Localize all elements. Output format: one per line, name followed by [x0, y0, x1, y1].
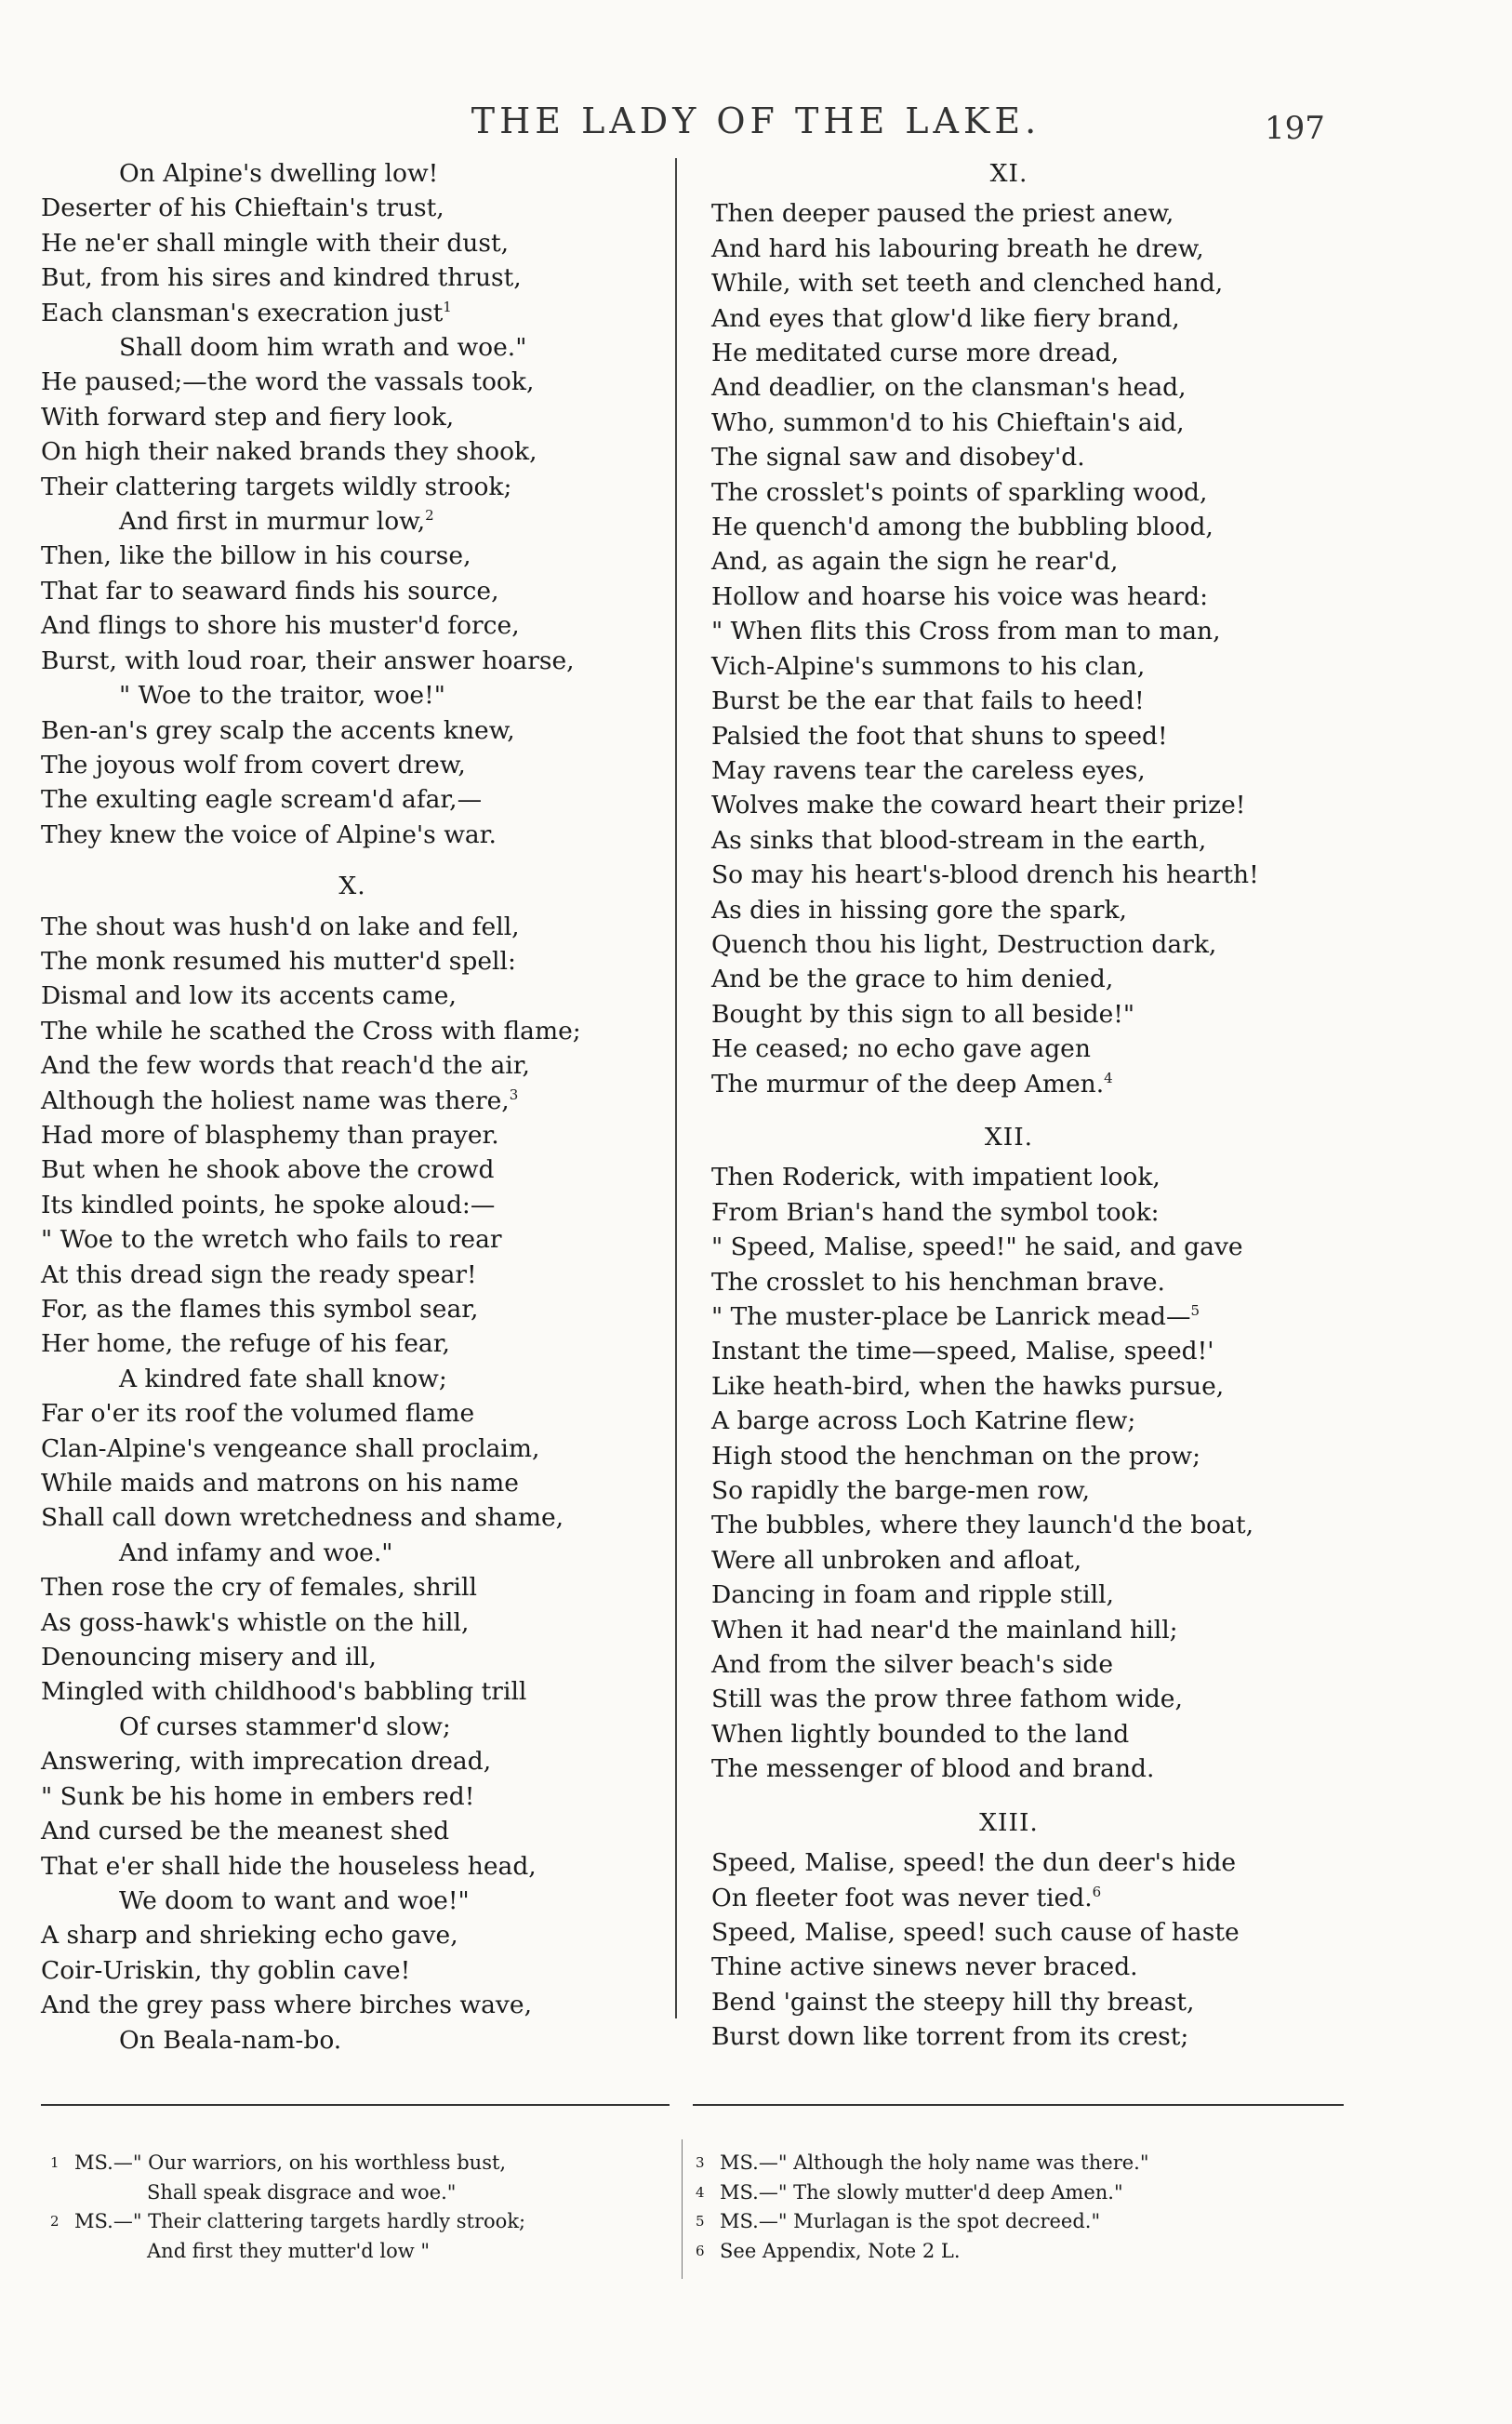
verse-line: And eyes that glow'd like fiery brand,: [711, 303, 1180, 333]
verse-line: So may his heart's-blood drench his hearth!: [711, 860, 1259, 890]
page-number: 197: [1265, 110, 1325, 147]
verse-line: And from the silver beach's side: [711, 1650, 1114, 1680]
verse-line: And hard his labouring breath he drew,: [711, 233, 1204, 263]
verse-line: A barge across Loch Katrine flew;: [711, 1406, 1136, 1436]
verse-line: Burst down like torrent from its crest;: [711, 2022, 1189, 2052]
verse-line: While maids and matrons on his name: [41, 1469, 519, 1498]
verse-line: For, as the flames this symbol sear,: [41, 1295, 479, 1324]
verse-line: But, from his sires and kindred thrust,: [41, 263, 522, 293]
section-heading-xiii: XIII.: [979, 1807, 1039, 1837]
footnote-mark: 3: [696, 2154, 705, 2171]
footnote-mark: 5: [696, 2213, 705, 2230]
verse-line: When it had near'd the mainland hill;: [711, 1615, 1178, 1645]
footnote-line: 4 MS.—" The slowly mutter'd deep Amen.": [696, 2178, 1291, 2208]
verse-line: The joyous wolf from covert drew,: [41, 750, 466, 779]
verse-line: Thine active sinews never braced.: [711, 1952, 1138, 1982]
verse-line: Bend 'gainst the steepy hill thy breast,: [711, 1987, 1195, 2017]
right-column: [711, 156, 1306, 2055]
verse-line: Although the holiest name was there,$^3$: [41, 1085, 519, 1115]
verse-line: And the grey pass where birches wave,: [41, 1991, 532, 2020]
verse-line: The shout was hush'd on lake and fell,: [41, 912, 520, 941]
section-heading-x: X.: [338, 872, 366, 901]
footnote-reference: 1: [443, 298, 452, 315]
verse-line: And the few words that reach'd the air,: [41, 1051, 530, 1081]
verse-line: Were all unbroken and afloat,: [711, 1545, 1082, 1575]
footnote-mark: 6: [696, 2242, 705, 2259]
verse-line: Speed, Malise, speed! such cause of haste: [711, 1917, 1240, 1947]
verse-line: " Sunk be his home in embers red!: [41, 1781, 475, 1811]
verse-line: Who, summon'd to his Chieftain's aid,: [711, 407, 1185, 437]
verse-line: He ne'er shall mingle with their dust,: [41, 228, 510, 258]
verse-line: The signal saw and disobey'd.: [711, 443, 1085, 473]
verse-line: Like heath-bird, when the hawks pursue,: [711, 1371, 1225, 1401]
footnote-line: And first they mutter'd low ": [147, 2239, 431, 2262]
verse-line: Had more of blasphemy than prayer.: [41, 1120, 499, 1150]
verse-line: Clan-Alpine's vengeance shall proclaim,: [41, 1433, 540, 1463]
column-divider: [675, 158, 677, 2018]
verse-line: Speed, Malise, speed! the dun deer's hide: [711, 1848, 1237, 1878]
verse-line: And first in murmur low,$^2$: [119, 507, 434, 537]
verse-line: Denouncing misery and ill,: [41, 1643, 377, 1672]
verse-line: " Speed, Malise, speed!" he said, and gave: [711, 1232, 1243, 1262]
verse-line: Her home, the refuge of his fear,: [41, 1329, 450, 1359]
verse-line: And be the grace to him denied,: [711, 965, 1114, 994]
verse-line: As sinks that blood-stream in the earth,: [711, 825, 1207, 855]
verse-line: Then rose the cry of females, shrill: [41, 1573, 477, 1603]
verse-line: That e'er shall hide the houseless head,: [41, 1851, 537, 1881]
verse-line: They knew the voice of Alpine's war.: [41, 819, 497, 849]
verse-line: Wolves make the coward heart their prize!: [711, 791, 1246, 820]
verse-line: But when he shook above the crowd: [41, 1155, 495, 1185]
verse-line: From Brian's hand the symbol took:: [711, 1197, 1160, 1227]
verse-line: At this dread sign the ready spear!: [41, 1259, 477, 1289]
stanza-xii: [711, 1160, 1306, 1786]
verse-line: Of curses stammer'd slow;: [119, 1711, 451, 1741]
verse-line: Burst be the ear that fails to heed!: [711, 686, 1145, 716]
footnote-line: 2 MS.—" Their clattering targets hardly strook;: [50, 2207, 627, 2237]
verse-line: Ben-an's grey scalp the accents knew,: [41, 715, 515, 745]
verse-line: A kindred fate shall know;: [119, 1364, 447, 1393]
verse-line: He paused;—the word the vassals took,: [41, 367, 535, 397]
verse-line: " Woe to the wretch who fails to rear: [41, 1225, 502, 1255]
verse-line: And cursed be the meanest shed: [41, 1817, 450, 1846]
footnote-reference: 5: [1190, 1302, 1200, 1320]
verse-line: Dismal and low its accents came,: [41, 981, 457, 1011]
verse-line: High stood the henchman on the prow;: [711, 1441, 1201, 1471]
verse-line: On high their naked brands they shook,: [41, 437, 537, 467]
verse-line: Instant the time—speed, Malise, speed!': [711, 1337, 1214, 1366]
verse-line: Its kindled points, he spoke aloud:—: [41, 1190, 496, 1219]
verse-line: Quench thou his light, Destruction dark,: [711, 929, 1217, 959]
verse-line: We doom to want and woe!": [119, 1885, 470, 1915]
verse-line: On Alpine's dwelling low!: [119, 159, 439, 188]
verse-line: The monk resumed his mutter'd spell:: [41, 946, 516, 976]
footnote-rule-right: [693, 2104, 1344, 2106]
left-column: [41, 156, 664, 2058]
verse-line: He quench'd among the bubbling blood,: [711, 513, 1214, 542]
section-heading-xii: XII.: [984, 1122, 1034, 1152]
verse-line: The crosslet to his henchman brave.: [711, 1267, 1165, 1297]
verse-line: Their clattering targets wildly strook;: [41, 472, 512, 501]
stanza-xiii: [711, 1845, 1306, 2054]
verse-line: The bubbles, where they launch'd the boat,: [711, 1511, 1254, 1540]
verse-line: And, as again the sign he rear'd,: [711, 547, 1119, 577]
verse-line: And deadlier, on the clansman's head,: [711, 373, 1187, 403]
verse-line: Shall doom him wrath and woe.": [119, 333, 527, 363]
verse-line: The exulting eagle scream'd afar,—: [41, 785, 483, 815]
verse-line: " Woe to the traitor, woe!": [119, 681, 445, 711]
running-head-title: THE LADY OF THE LAKE.: [471, 100, 1041, 141]
footnote-reference: 6: [1092, 1883, 1102, 1900]
footnote-mark: 4: [696, 2183, 705, 2201]
footnote-line: Shall speak disgrace and woe.": [147, 2180, 457, 2204]
verse-line: That far to seaward finds his source,: [41, 576, 499, 606]
footnote-reference: 3: [509, 1085, 519, 1103]
verse-line: Mingled with childhood's babbling trill: [41, 1677, 527, 1707]
footnote-reference: 4: [1104, 1069, 1113, 1086]
footnote-mark: 1: [50, 2154, 60, 2171]
footnote-reference: 2: [425, 507, 434, 525]
verse-line: Answering, with imprecation dread,: [41, 1747, 492, 1777]
verse-line: Shall call down wretchedness and shame,: [41, 1503, 564, 1533]
verse-line: When lightly bounded to the land: [711, 1719, 1130, 1749]
verse-line: Vich-Alpine's summons to his clan,: [711, 651, 1146, 681]
verse-line: And infamy and woe.": [119, 1538, 393, 1567]
footnotes-left: [50, 2149, 627, 2266]
verse-line: As dies in hissing gore the spark,: [711, 895, 1127, 925]
stanza-xi: [711, 196, 1306, 1101]
verse-line: " When flits this Cross from man to man,: [711, 617, 1221, 646]
verse-line: The murmur of the deep Amen.$^4$: [711, 1069, 1113, 1099]
stanza-x: [41, 910, 664, 2058]
verse-line: Hollow and hoarse his voice was heard:: [711, 581, 1209, 611]
footnote-line: 3 MS.—" Although the holy name was there.": [696, 2149, 1291, 2178]
verse-line: As goss-hawk's whistle on the hill,: [41, 1607, 470, 1637]
verse-line: Far o'er its roof the volumed flame: [41, 1399, 475, 1429]
footnote-line: 5 MS.—" Murlagan is the spot decreed.": [696, 2207, 1291, 2237]
footnote-rule-left: [41, 2104, 670, 2106]
verse-line: Deserter of his Chieftain's trust,: [41, 193, 444, 223]
verse-line: The while he scathed the Cross with flame;: [41, 1016, 581, 1046]
verse-line: Then, like the billow in his course,: [41, 541, 471, 571]
footnote-mark: 2: [50, 2213, 60, 2230]
verse-line: Bought by this sign to all beside!": [711, 999, 1135, 1029]
verse-line: And flings to shore his muster'd force,: [41, 611, 520, 641]
verse-line: " The muster-place be Lanrick mead—$^5$: [711, 1302, 1200, 1331]
verse-line: Palsied the foot that shuns to speed!: [711, 721, 1168, 751]
verse-line: Still was the prow three fathom wide,: [711, 1685, 1183, 1714]
verse-line: While, with set teeth and clenched hand,: [711, 269, 1224, 299]
footnote-line: 6 See Appendix, Note 2 L.: [696, 2237, 1291, 2267]
verse-line: With forward step and fiery look,: [41, 402, 455, 432]
footnote-line: 1 MS.—" Our warriors, on his worthless bust,: [50, 2149, 627, 2178]
section-heading-xi: XI.: [989, 159, 1028, 188]
verse-line: He meditated curse more dread,: [711, 339, 1120, 368]
footnote-divider: [682, 2139, 683, 2279]
verse-line: Then deeper paused the priest anew,: [711, 199, 1174, 229]
footnotes-right: [696, 2149, 1291, 2266]
verse-line: The crosslet's points of sparkling wood,: [711, 477, 1208, 507]
verse-line: Burst, with loud roar, their answer hoarse,: [41, 646, 575, 675]
verse-line: Dancing in foam and ripple still,: [711, 1580, 1114, 1610]
verse-line: May ravens tear the careless eyes,: [711, 755, 1146, 785]
verse-line: So rapidly the barge-men row,: [711, 1476, 1091, 1506]
verse-line: A sharp and shrieking echo gave,: [41, 1921, 458, 1951]
verse-line: He ceased; no echo gave agen: [711, 1034, 1091, 1064]
verse-line: On Beala-nam-bo.: [119, 2025, 342, 2055]
verse-line: On fleeter foot was never tied.$^6$: [711, 1883, 1102, 1912]
stanza-ix-continuation: [41, 156, 664, 852]
verse-line: Each clansman's execration just$^1$: [41, 298, 452, 327]
verse-line: Coir-Uriskin, thy goblin cave!: [41, 1955, 411, 1985]
verse-line: The messenger of blood and brand.: [711, 1754, 1155, 1784]
verse-line: Then Roderick, with impatient look,: [711, 1163, 1161, 1192]
